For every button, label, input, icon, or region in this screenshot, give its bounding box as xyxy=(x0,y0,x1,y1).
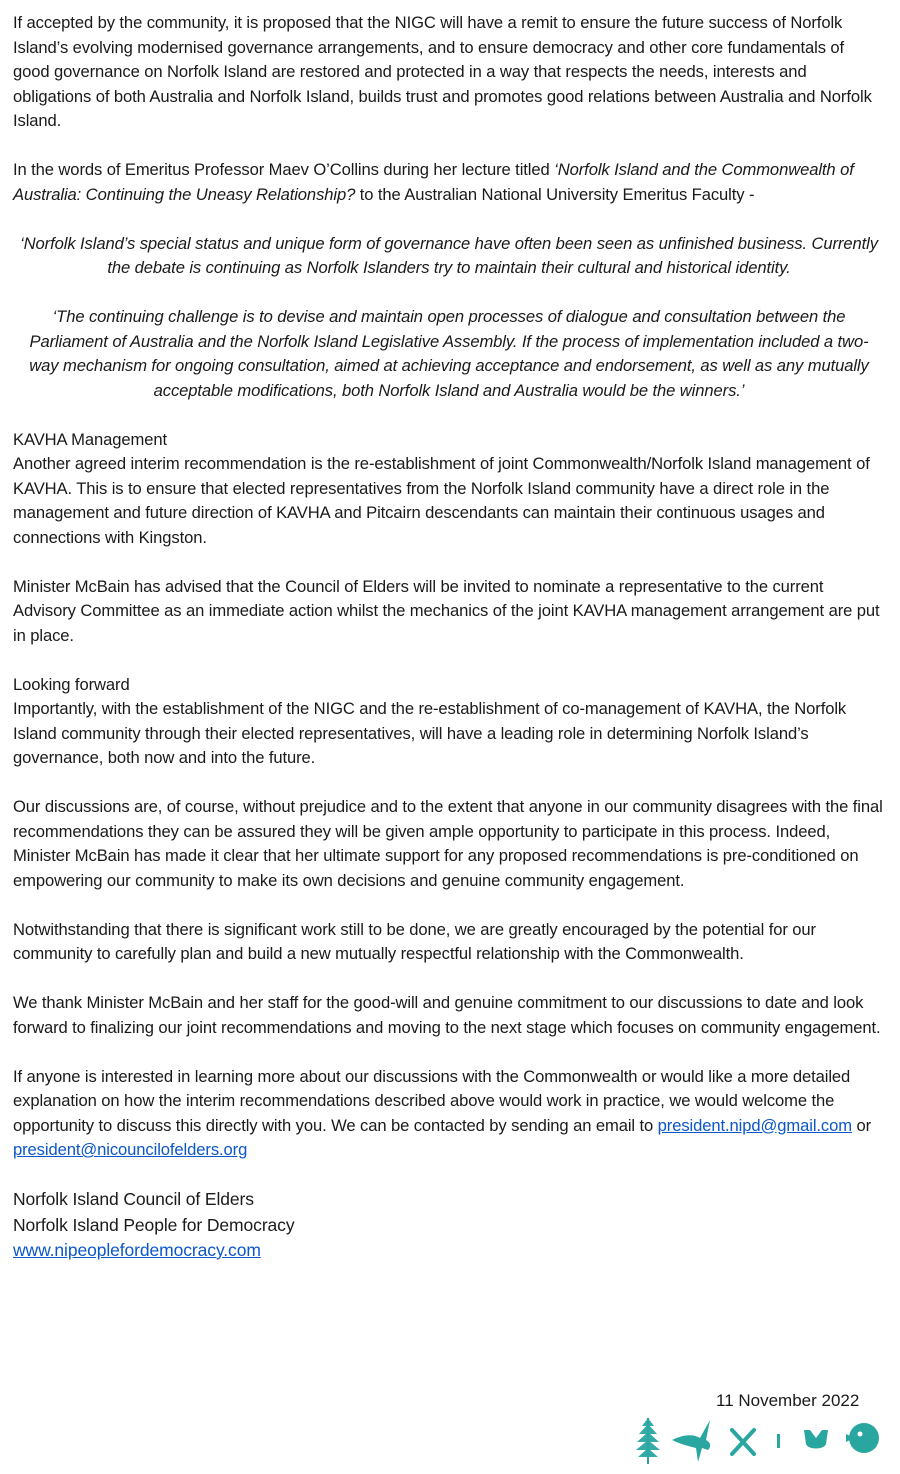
intro-p2-start: In the words of Emeritus Professor Maev O’Collins during her lecture titled xyxy=(13,160,555,179)
forward-paragraph-3: Notwithstanding that there is significant work still to be done, we are greatly encouraged by the potential for our community to carefully plan and build a new mutually respectful relationship with the Commonwealth. xyxy=(13,919,816,963)
kavha-paragraph-1: Another agreed interim recommendation is the re-establishment of joint Commonwealth/Norfolk Island management of KAVHA. This is to ensure that elected representatives from the Norfolk Island community have a direct role in the management and future direction of KAVHA and Pitcairn descendants can maintain their continuous usages and connections with Kingston. xyxy=(13,454,870,547)
signature-org-1: Norfolk Island Council of Elders xyxy=(13,1189,254,1209)
document-page xyxy=(13,11,885,1264)
forward-paragraph-2: Our discussions are, of course, without prejudice and to the extent that anyone in our community disagrees with the final recommendations they can be assured they will be given ample opportunity to participate in this process. Indeed, Minister McBain has made it clear that her ultimate support for any proposed recommendations is pre-conditioned on empowering our community to make its own decisions and genuine community engagement. xyxy=(13,797,883,890)
website-link[interactable]: www.nipeoplefordemocracy.com xyxy=(13,1240,261,1260)
email-link-elders[interactable]: president@nicouncilofelders.org xyxy=(13,1140,248,1159)
email-link-nipd[interactable]: president.nipd@gmail.com xyxy=(657,1115,852,1135)
signature-org-2: Norfolk Island People for Democracy xyxy=(13,1214,295,1235)
tulip-icon xyxy=(804,1430,828,1449)
crossed-leaves-icon xyxy=(732,1430,754,1454)
or-text: or xyxy=(851,1115,872,1135)
quote-2: ‘The continuing challenge is to devise and maintain open processes of dialogue and consultation between the Parliament of Australia and the Norfolk Island Legislative Assembly. If the process of implementation included a two-way mechanism for ongoing consultation, aimed at achieving acceptance and endorsement, as well as any mutually acceptable modifications, both Norfolk Island and Australia would be the winners.’ xyxy=(29,307,869,400)
intro-p2-end: to the Australian National University Emeritus Faculty - xyxy=(355,184,755,204)
intro-paragraph-2 xyxy=(13,158,885,207)
pine-tree-icon xyxy=(636,1418,660,1464)
forward-paragraph-1: Importantly, with the establishment of the NIGC and the re-establishment of co-management of KAVHA, the Norfolk Island community through their elected representatives, will have a leading role in determining Norfolk Island’s governance, both now and into the future. xyxy=(13,699,847,767)
contact-paragraph xyxy=(13,1065,885,1163)
forward-heading: Looking forward xyxy=(13,674,130,694)
kavha-paragraph-2: Minister McBain has advised that the Council of Elders will be invited to nominate a representative to the current Advisory Committee as an immediate action whilst the mechanics of the joint KAVHA management arrangement are put in place. xyxy=(13,576,880,645)
kavha-heading: KAVHA Management xyxy=(13,429,167,449)
intro-paragraph-1: If accepted by the community, it is proposed that the NIGC will have a remit to ensure the future success of Norfolk Island’s evolving modernised governance arrangements, and to ensure democracy and other core fundamentals of good governance on Norfolk Island are restored and protected in a way that respects the needs, interests and obligations of both Australia and Norfolk Island, builds trust and promotes good relations between Australia and Norfolk Island. xyxy=(13,13,872,130)
forward-paragraph-4: We thank Minister McBain and her staff for the good-will and genuine commitment to our discussions to date and look forward to finalizing our joint recommendations and moving to the next stage which focuses on community engagement. xyxy=(13,993,881,1037)
lecture-title: ‘Norfolk Island and the Commonwealth of Australia: Continuing the Uneasy Relationship? xyxy=(13,160,854,204)
fish-icon xyxy=(846,1423,879,1453)
bird-icon xyxy=(672,1420,710,1462)
quote-1: ‘Norfolk Island’s special status and unique form of governance have often been seen as unfinished business. Currently the debate is continuing as Norfolk Islanders try to maintain their cultural and historical identity. xyxy=(20,233,878,277)
stick-icon xyxy=(777,1434,780,1448)
document-date: 11 November 2022 xyxy=(716,1391,860,1410)
contact-text: If anyone is interested in learning more about our discussions with the Commonwealth or would like a more detailed explanation on how the interim recommendations described above would work in practice, we would welcome the opportunity to discuss this directly with you. We can be contacted by sending an email to xyxy=(13,1066,851,1135)
decorative-icons-strip xyxy=(632,1412,884,1468)
